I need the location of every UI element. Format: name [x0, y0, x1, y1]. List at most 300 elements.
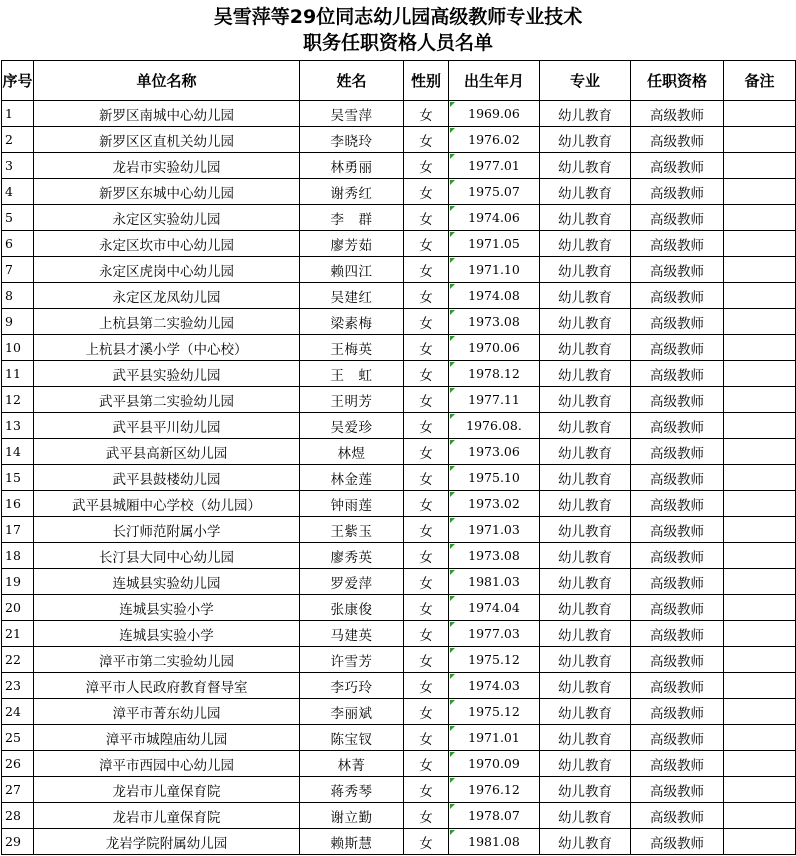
col-header-name: 姓名: [300, 61, 404, 101]
cell-index: 13: [2, 413, 34, 439]
cell-index: 2: [2, 127, 34, 153]
cell-index: 25: [2, 725, 34, 751]
cell-name: 吴雪萍: [300, 101, 404, 127]
birth-text: 1975.12: [468, 704, 520, 719]
cell-gender: 女: [404, 491, 449, 517]
cell-name: 张康俊: [300, 595, 404, 621]
cell-gender: 女: [404, 647, 449, 673]
cell-remarks: [724, 647, 796, 673]
cell-birth: [449, 491, 540, 517]
cell-unit: 武平县实验幼儿园: [34, 361, 300, 387]
cell-name: 李丽斌: [300, 699, 404, 725]
cell-name: 赖斯慧: [300, 829, 404, 855]
cell-birth: [449, 673, 540, 699]
birth-text: 1974.08: [468, 288, 520, 303]
cell-remarks: [724, 673, 796, 699]
cell-index: 1: [2, 101, 34, 127]
cell-marker-icon: [450, 232, 455, 237]
cell-qualification: 高级教师: [631, 387, 724, 413]
cell-major: 幼儿教育: [540, 491, 631, 517]
cell-qualification: 高级教师: [631, 569, 724, 595]
cell-birth: [449, 803, 540, 829]
cell-major: 幼儿教育: [540, 517, 631, 543]
cell-major: 幼儿教育: [540, 101, 631, 127]
cell-remarks: [724, 153, 796, 179]
birth-text: 1977.03: [468, 626, 520, 641]
cell-marker-icon: [450, 362, 455, 367]
cell-qualification: 高级教师: [631, 205, 724, 231]
cell-unit: 长汀师范附属小学: [34, 517, 300, 543]
cell-birth: [449, 517, 540, 543]
table-row: [2, 361, 796, 387]
cell-unit: 龙岩市儿童保育院: [34, 803, 300, 829]
cell-index: 8: [2, 283, 34, 309]
table-row: [2, 621, 796, 647]
cell-marker-icon: [450, 154, 455, 159]
col-header-gender: 性别: [404, 61, 449, 101]
cell-marker-icon: [450, 336, 455, 341]
cell-remarks: [724, 777, 796, 803]
col-header-birth: 出生年月: [449, 61, 540, 101]
cell-remarks: [724, 257, 796, 283]
birth-text: 1971.05: [468, 236, 520, 251]
cell-marker-icon: [450, 830, 455, 835]
cell-gender: 女: [404, 335, 449, 361]
cell-gender: 女: [404, 153, 449, 179]
table-row: [2, 751, 796, 777]
cell-index: 19: [2, 569, 34, 595]
cell-birth: [449, 725, 540, 751]
cell-major: 幼儿教育: [540, 699, 631, 725]
cell-marker-icon: [450, 622, 455, 627]
cell-birth: [449, 283, 540, 309]
cell-marker-icon: [450, 778, 455, 783]
cell-marker-icon: [450, 544, 455, 549]
cell-index: 18: [2, 543, 34, 569]
cell-qualification: 高级教师: [631, 439, 724, 465]
cell-qualification: 高级教师: [631, 101, 724, 127]
birth-text: 1976.02: [468, 132, 520, 147]
cell-major: 幼儿教育: [540, 309, 631, 335]
table-row: [2, 179, 796, 205]
cell-marker-icon: [450, 726, 455, 731]
cell-name: 林煜: [300, 439, 404, 465]
cell-major: 幼儿教育: [540, 387, 631, 413]
cell-unit: 新罗区南城中心幼儿园: [34, 101, 300, 127]
cell-marker-icon: [450, 674, 455, 679]
cell-qualification: 高级教师: [631, 829, 724, 855]
cell-major: 幼儿教育: [540, 439, 631, 465]
cell-index: 21: [2, 621, 34, 647]
cell-unit: 上杭县才溪小学（中心校）: [34, 335, 300, 361]
cell-unit: 永定区坎市中心幼儿园: [34, 231, 300, 257]
cell-unit: 上杭县第二实验幼儿园: [34, 309, 300, 335]
cell-gender: 女: [404, 283, 449, 309]
cell-remarks: [724, 621, 796, 647]
cell-index: 6: [2, 231, 34, 257]
cell-name: 李晓玲: [300, 127, 404, 153]
cell-birth: [449, 621, 540, 647]
cell-index: 12: [2, 387, 34, 413]
cell-remarks: [724, 361, 796, 387]
cell-name: 李 群: [300, 205, 404, 231]
cell-qualification: 高级教师: [631, 413, 724, 439]
cell-marker-icon: [450, 752, 455, 757]
cell-unit: 连城县实验小学: [34, 621, 300, 647]
cell-marker-icon: [450, 492, 455, 497]
cell-major: 幼儿教育: [540, 205, 631, 231]
cell-remarks: [724, 699, 796, 725]
cell-remarks: [724, 517, 796, 543]
cell-gender: 女: [404, 387, 449, 413]
cell-marker-icon: [450, 284, 455, 289]
table-row: [2, 673, 796, 699]
cell-remarks: [724, 231, 796, 257]
cell-qualification: 高级教师: [631, 751, 724, 777]
cell-birth: [449, 595, 540, 621]
cell-birth: [449, 829, 540, 855]
cell-index: 17: [2, 517, 34, 543]
cell-remarks: [724, 387, 796, 413]
cell-qualification: 高级教师: [631, 699, 724, 725]
cell-index: 9: [2, 309, 34, 335]
cell-index: 4: [2, 179, 34, 205]
table-row: [2, 543, 796, 569]
cell-index: 20: [2, 595, 34, 621]
birth-text: 1981.03: [468, 574, 520, 589]
cell-birth: [449, 231, 540, 257]
cell-marker-icon: [450, 258, 455, 263]
cell-birth: [449, 777, 540, 803]
cell-birth: [449, 413, 540, 439]
cell-name: 陈宝钗: [300, 725, 404, 751]
cell-marker-icon: [450, 206, 455, 211]
cell-gender: 女: [404, 257, 449, 283]
cell-qualification: 高级教师: [631, 725, 724, 751]
cell-unit: 新罗区区直机关幼儿园: [34, 127, 300, 153]
cell-qualification: 高级教师: [631, 361, 724, 387]
cell-gender: 女: [404, 803, 449, 829]
cell-qualification: 高级教师: [631, 543, 724, 569]
cell-unit: 龙岩市实验幼儿园: [34, 153, 300, 179]
cell-birth: [449, 439, 540, 465]
cell-qualification: 高级教师: [631, 257, 724, 283]
birth-text: 1975.07: [468, 184, 520, 199]
cell-name: 吴建红: [300, 283, 404, 309]
table-row: [2, 283, 796, 309]
cell-gender: 女: [404, 595, 449, 621]
cell-remarks: [724, 829, 796, 855]
cell-birth: [449, 127, 540, 153]
cell-name: 王 虹: [300, 361, 404, 387]
cell-name: 梁素梅: [300, 309, 404, 335]
cell-unit: 连城县实验小学: [34, 595, 300, 621]
table-row: [2, 127, 796, 153]
cell-remarks: [724, 595, 796, 621]
cell-birth: [449, 101, 540, 127]
table-row: [2, 829, 796, 855]
table-row: [2, 387, 796, 413]
cell-index: 14: [2, 439, 34, 465]
cell-remarks: [724, 725, 796, 751]
table-row: [2, 439, 796, 465]
table-row: [2, 257, 796, 283]
cell-qualification: 高级教师: [631, 803, 724, 829]
cell-gender: 女: [404, 751, 449, 777]
cell-birth: [449, 153, 540, 179]
birth-text: 1970.09: [468, 756, 520, 771]
cell-remarks: [724, 283, 796, 309]
cell-remarks: [724, 205, 796, 231]
cell-birth: [449, 257, 540, 283]
cell-qualification: 高级教师: [631, 621, 724, 647]
cell-remarks: [724, 309, 796, 335]
table-row: [2, 725, 796, 751]
cell-marker-icon: [450, 570, 455, 575]
cell-remarks: [724, 569, 796, 595]
birth-text: 1973.08: [468, 548, 520, 563]
cell-qualification: 高级教师: [631, 647, 724, 673]
cell-gender: 女: [404, 309, 449, 335]
cell-marker-icon: [450, 440, 455, 445]
cell-marker-icon: [450, 700, 455, 705]
cell-marker-icon: [450, 466, 455, 471]
cell-marker-icon: [450, 180, 455, 185]
cell-marker-icon: [450, 804, 455, 809]
cell-name: 李巧玲: [300, 673, 404, 699]
cell-name: 王明芳: [300, 387, 404, 413]
cell-index: 27: [2, 777, 34, 803]
cell-gender: 女: [404, 829, 449, 855]
cell-major: 幼儿教育: [540, 621, 631, 647]
cell-marker-icon: [450, 102, 455, 107]
cell-major: 幼儿教育: [540, 803, 631, 829]
cell-name: 廖秀英: [300, 543, 404, 569]
cell-qualification: 高级教师: [631, 491, 724, 517]
cell-unit: 武平县城厢中心学校（幼儿园）: [34, 491, 300, 517]
cell-name: 蒋秀琴: [300, 777, 404, 803]
cell-index: 22: [2, 647, 34, 673]
cell-gender: 女: [404, 101, 449, 127]
cell-name: 罗爱萍: [300, 569, 404, 595]
cell-remarks: [724, 179, 796, 205]
cell-index: 24: [2, 699, 34, 725]
cell-name: 林勇丽: [300, 153, 404, 179]
cell-index: 16: [2, 491, 34, 517]
col-header-index: 序号: [2, 61, 34, 101]
cell-gender: 女: [404, 673, 449, 699]
cell-qualification: 高级教师: [631, 179, 724, 205]
cell-name: 林菁: [300, 751, 404, 777]
birth-text: 1971.03: [468, 522, 520, 537]
cell-remarks: [724, 439, 796, 465]
table-row: [2, 647, 796, 673]
cell-unit: 武平县第二实验幼儿园: [34, 387, 300, 413]
cell-unit: 永定区龙凤幼儿园: [34, 283, 300, 309]
cell-name: 王梅英: [300, 335, 404, 361]
cell-birth: [449, 361, 540, 387]
cell-name: 吴爱珍: [300, 413, 404, 439]
birth-text: 1969.06: [468, 106, 520, 121]
cell-remarks: [724, 413, 796, 439]
cell-unit: 永定区虎岗中心幼儿园: [34, 257, 300, 283]
cell-birth: [449, 309, 540, 335]
cell-marker-icon: [450, 648, 455, 653]
cell-index: 26: [2, 751, 34, 777]
cell-name: 谢秀红: [300, 179, 404, 205]
cell-qualification: 高级教师: [631, 127, 724, 153]
cell-gender: 女: [404, 231, 449, 257]
cell-major: 幼儿教育: [540, 725, 631, 751]
birth-text: 1973.06: [468, 444, 520, 459]
birth-text: 1975.10: [468, 470, 520, 485]
cell-gender: 女: [404, 439, 449, 465]
table-row: [2, 153, 796, 179]
birth-text: 1978.12: [468, 366, 520, 381]
cell-gender: 女: [404, 517, 449, 543]
cell-qualification: 高级教师: [631, 465, 724, 491]
cell-unit: 漳平市西园中心幼儿园: [34, 751, 300, 777]
cell-name: 许雪芳: [300, 647, 404, 673]
cell-qualification: 高级教师: [631, 283, 724, 309]
cell-qualification: 高级教师: [631, 309, 724, 335]
cell-gender: 女: [404, 725, 449, 751]
cell-name: 钟雨莲: [300, 491, 404, 517]
cell-qualification: 高级教师: [631, 517, 724, 543]
cell-index: 28: [2, 803, 34, 829]
cell-unit: 漳平市第二实验幼儿园: [34, 647, 300, 673]
cell-major: 幼儿教育: [540, 647, 631, 673]
cell-unit: 武平县平川幼儿园: [34, 413, 300, 439]
table-row: [2, 569, 796, 595]
table-row: [2, 595, 796, 621]
cell-marker-icon: [450, 596, 455, 601]
cell-birth: [449, 569, 540, 595]
birth-text: 1973.08: [468, 314, 520, 329]
cell-unit: 漳平市城隍庙幼儿园: [34, 725, 300, 751]
table-row: [2, 803, 796, 829]
cell-gender: 女: [404, 465, 449, 491]
cell-gender: 女: [404, 361, 449, 387]
cell-unit: 连城县实验幼儿园: [34, 569, 300, 595]
birth-text: 1975.12: [468, 652, 520, 667]
cell-birth: [449, 751, 540, 777]
cell-unit: 长汀县大同中心幼儿园: [34, 543, 300, 569]
cell-marker-icon: [450, 128, 455, 133]
cell-marker-icon: [450, 310, 455, 315]
cell-major: 幼儿教育: [540, 153, 631, 179]
birth-text: 1970.06: [468, 340, 520, 355]
table-row: [2, 413, 796, 439]
cell-major: 幼儿教育: [540, 777, 631, 803]
cell-major: 幼儿教育: [540, 361, 631, 387]
cell-name: 林金莲: [300, 465, 404, 491]
cell-index: 11: [2, 361, 34, 387]
title-line-1: 吴雪萍等29位同志幼儿园高级教师专业技术: [213, 6, 583, 28]
table-row: [2, 699, 796, 725]
cell-qualification: 高级教师: [631, 231, 724, 257]
cell-major: 幼儿教育: [540, 543, 631, 569]
col-header-qualification: 任职资格: [631, 61, 724, 101]
col-header-major: 专业: [540, 61, 631, 101]
cell-qualification: 高级教师: [631, 595, 724, 621]
title-line-2: 职务任职资格人员名单: [302, 32, 493, 54]
cell-name: 马建英: [300, 621, 404, 647]
cell-major: 幼儿教育: [540, 283, 631, 309]
birth-text: 1974.06: [468, 210, 520, 225]
cell-remarks: [724, 803, 796, 829]
cell-major: 幼儿教育: [540, 127, 631, 153]
col-header-remarks: 备注: [724, 61, 796, 101]
cell-marker-icon: [450, 518, 455, 523]
cell-major: 幼儿教育: [540, 179, 631, 205]
cell-unit: 永定区实验幼儿园: [34, 205, 300, 231]
cell-major: 幼儿教育: [540, 569, 631, 595]
birth-text: 1974.03: [468, 678, 520, 693]
table-row: [2, 205, 796, 231]
table-row: [2, 309, 796, 335]
cell-index: 15: [2, 465, 34, 491]
cell-remarks: [724, 491, 796, 517]
cell-birth: [449, 543, 540, 569]
cell-remarks: [724, 335, 796, 361]
birth-text: 1977.01: [468, 158, 520, 173]
cell-qualification: 高级教师: [631, 777, 724, 803]
cell-remarks: [724, 101, 796, 127]
cell-unit: 龙岩学院附属幼儿园: [34, 829, 300, 855]
cell-gender: 女: [404, 621, 449, 647]
cell-name: 廖芳茹: [300, 231, 404, 257]
table-row: [2, 101, 796, 127]
birth-text: 1977.11: [468, 392, 520, 407]
table-row: [2, 777, 796, 803]
cell-gender: 女: [404, 179, 449, 205]
cell-unit: 龙岩市儿童保育院: [34, 777, 300, 803]
birth-text: 1971.01: [468, 730, 520, 745]
cell-major: 幼儿教育: [540, 829, 631, 855]
birth-text: 1976.08.: [466, 418, 522, 433]
birth-text: 1976.12: [468, 782, 520, 797]
cell-qualification: 高级教师: [631, 335, 724, 361]
cell-index: 29: [2, 829, 34, 855]
cell-major: 幼儿教育: [540, 335, 631, 361]
cell-name: 谢立勤: [300, 803, 404, 829]
cell-major: 幼儿教育: [540, 751, 631, 777]
cell-birth: [449, 387, 540, 413]
birth-text: 1974.04: [468, 600, 520, 615]
cell-gender: 女: [404, 205, 449, 231]
cell-birth: [449, 205, 540, 231]
cell-index: 5: [2, 205, 34, 231]
cell-gender: 女: [404, 569, 449, 595]
cell-major: 幼儿教育: [540, 231, 631, 257]
birth-text: 1973.02: [468, 496, 520, 511]
cell-birth: [449, 699, 540, 725]
cell-birth: [449, 647, 540, 673]
birth-text: 1981.08: [468, 834, 520, 849]
table-row: [2, 231, 796, 257]
cell-unit: 新罗区东城中心幼儿园: [34, 179, 300, 205]
col-header-unit: 单位名称: [34, 61, 300, 101]
cell-major: 幼儿教育: [540, 413, 631, 439]
cell-index: 23: [2, 673, 34, 699]
cell-marker-icon: [450, 388, 455, 393]
cell-remarks: [724, 751, 796, 777]
cell-major: 幼儿教育: [540, 595, 631, 621]
table-row: [2, 335, 796, 361]
cell-marker-icon: [450, 414, 455, 419]
cell-index: 3: [2, 153, 34, 179]
